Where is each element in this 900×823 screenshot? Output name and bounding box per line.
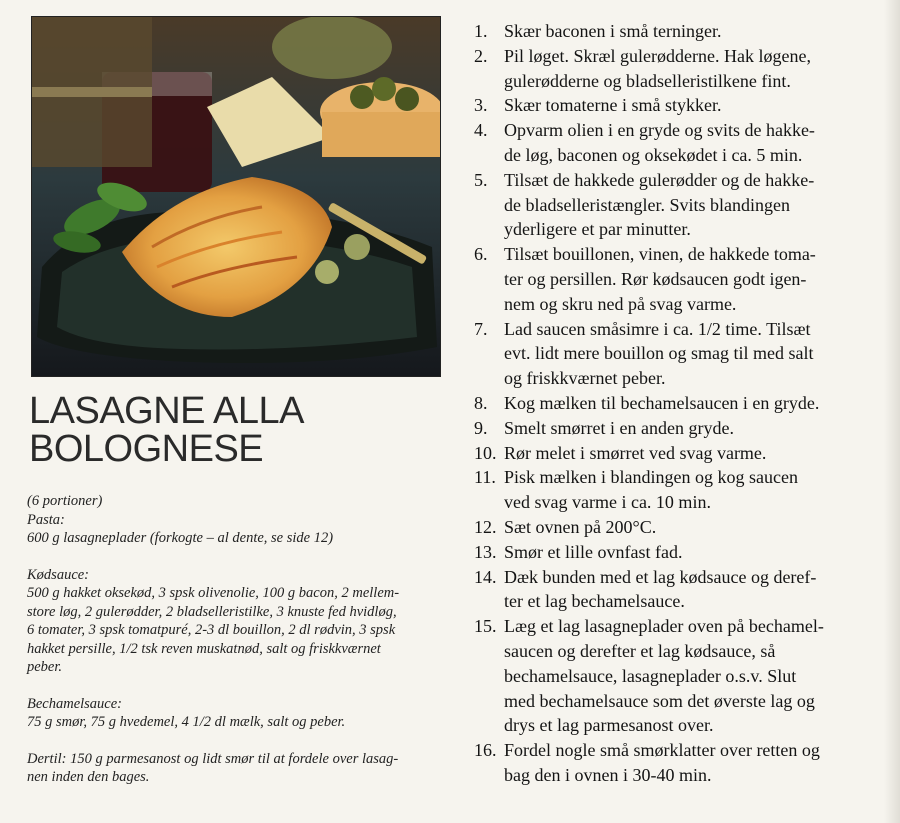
- bechamel-label: Bechamelsauce:: [27, 695, 123, 712]
- step-text-line: Opvarm olien i en gryde og svits de hakke-: [504, 120, 815, 141]
- step-number: 4.: [474, 120, 488, 141]
- meat-sauce-line: 500 g hakket oksekød, 3 spsk olivenolie, 100 g bacon, 2 mellem-: [27, 585, 400, 601]
- step-number: 1.: [474, 21, 488, 41]
- step-number: 14.: [474, 566, 497, 587]
- method-steps: [474, 19, 884, 788]
- step-text-line: Skær tomaterne i små stykker.: [504, 95, 722, 116]
- step-7: [474, 317, 884, 391]
- bechamel-text: 75 g smør, 75 g hvedemel, 4 1/2 dl mælk, salt og peber.: [27, 714, 346, 730]
- step-5: [474, 168, 884, 242]
- step-text-line: Tilsæt de hakkede gulerødder og de hakke-: [504, 169, 815, 190]
- step-number: 7.: [474, 318, 488, 339]
- step-number: 2.: [474, 45, 488, 66]
- step-text-line: Rør melet i smørret ved svag varme.: [504, 442, 767, 463]
- step-number: 13.: [474, 541, 497, 562]
- ingredients-block: [27, 492, 447, 787]
- step-text-line: yderligere et par minutter.: [504, 219, 691, 240]
- step-text-line: ved svag varme i ca. 10 min.: [504, 492, 711, 513]
- step-number: 8.: [474, 392, 488, 413]
- step-number: 11.: [474, 467, 496, 488]
- recipe-title: [29, 392, 439, 468]
- step-3: [474, 93, 884, 118]
- step-13: [474, 540, 884, 565]
- meat-sauce-line: peber.: [27, 659, 63, 675]
- step-text-line: Dæk bunden med et lag kødsauce og deref-: [504, 566, 817, 587]
- step-number: 5.: [474, 169, 488, 190]
- step-text-line: de bladselleristængler. Svits blandingen: [504, 194, 790, 215]
- step-text-line: Smør et lille ovnfast fad.: [504, 541, 683, 562]
- step-text-line: Kog mælken til bechamelsaucen i en gryde.: [504, 392, 820, 413]
- step-text-line: med bechamelsauce som det øverste lag og: [504, 690, 815, 711]
- step-8: [474, 391, 884, 416]
- title-line-2: BOLOGNESE: [29, 428, 264, 470]
- step-text-line: Smelt smørret i en anden gryde.: [504, 417, 734, 438]
- meat-sauce-line: 6 tomater, 3 spsk tomatpuré, 2-3 dl bouillon, 2 dl rødvin, 3 spsk: [27, 622, 396, 638]
- step-6: [474, 242, 884, 316]
- pasta-label: Pasta:: [27, 511, 65, 528]
- page-edge: [884, 0, 900, 823]
- step-text-line: evt. lidt mere bouillon og smag til med salt: [504, 343, 814, 364]
- step-number: 3.: [474, 95, 488, 116]
- dish-illustration: [32, 17, 440, 376]
- step-number: 6.: [474, 244, 488, 265]
- meat-sauce-line: store løg, 2 gulerødder, 2 bladselleristilke, 3 knuste fed hvidløg,: [27, 603, 397, 620]
- step-text-line: Lad saucen småsimre i ca. 1/2 time. Tilsæt: [504, 318, 811, 339]
- extra-line: Dertil: 150 g parmesanost og lidt smør til at fordele over lasag-: [27, 750, 399, 767]
- meat-sauce-label: Kødsauce:: [27, 566, 90, 583]
- step-14: [474, 565, 884, 615]
- step-text-line: bechamelsauce, lasagneplader o.s.v. Slut: [504, 665, 797, 686]
- step-16: [474, 738, 884, 788]
- step-1: [474, 19, 884, 44]
- step-number: 15.: [474, 616, 497, 637]
- step-text-line: Læg et lag lasagneplader oven på bechamel-: [504, 616, 824, 637]
- step-text-line: gulerødderne og bladselleristilkene fint.: [504, 70, 791, 91]
- step-text-line: Fordel nogle små smørklatter over retten og: [504, 740, 820, 761]
- step-15: [474, 614, 884, 738]
- step-text-line: ter et lag bechamelsauce.: [504, 591, 685, 612]
- step-number: 16.: [474, 740, 497, 761]
- step-11: [474, 465, 884, 515]
- step-2: [474, 44, 884, 94]
- lasagne-photo: [31, 16, 441, 377]
- step-text-line: Skær baconen i små terninger.: [504, 21, 722, 41]
- portions: (6 portioner): [27, 493, 103, 509]
- meat-sauce-line: hakket persille, 1/2 tsk reven muskatnød, salt og friskkværnet: [27, 640, 381, 657]
- step-number: 10.: [474, 442, 497, 463]
- step-text-line: ter og persillen. Rør kødsaucen godt igen-: [504, 268, 807, 289]
- step-text-line: Sæt ovnen på 200°C.: [504, 516, 657, 537]
- step-12: [474, 515, 884, 540]
- step-text-line: Pil løget. Skræl gulerødderne. Hak løgene,: [504, 45, 811, 66]
- step-text-line: drys et lag parmesanost over.: [504, 715, 714, 736]
- step-number: 9.: [474, 417, 488, 438]
- step-number: 12.: [474, 516, 497, 537]
- step-text-line: og friskkværnet peber.: [504, 368, 666, 389]
- step-text-line: bag den i ovnen i 30-40 min.: [504, 764, 712, 785]
- title-line-1: LASAGNE ALLA: [29, 390, 304, 432]
- step-text-line: nem og skru ned på svag varme.: [504, 293, 737, 314]
- step-text-line: Pisk mælken i blandingen og kog saucen: [504, 467, 798, 488]
- pasta-text: 600 g lasagneplader (forkogte – al dente, se side 12): [27, 530, 334, 546]
- step-10: [474, 441, 884, 466]
- step-text-line: saucen og derefter et lag kødsauce, så: [504, 640, 776, 661]
- step-9: [474, 416, 884, 441]
- step-text-line: Tilsæt bouillonen, vinen, de hakkede toma-: [504, 244, 816, 265]
- step-4: [474, 118, 884, 168]
- step-text-line: de løg, baconen og oksekødet i ca. 5 min.: [504, 144, 803, 165]
- extra-line: nen inden den bages.: [27, 769, 150, 785]
